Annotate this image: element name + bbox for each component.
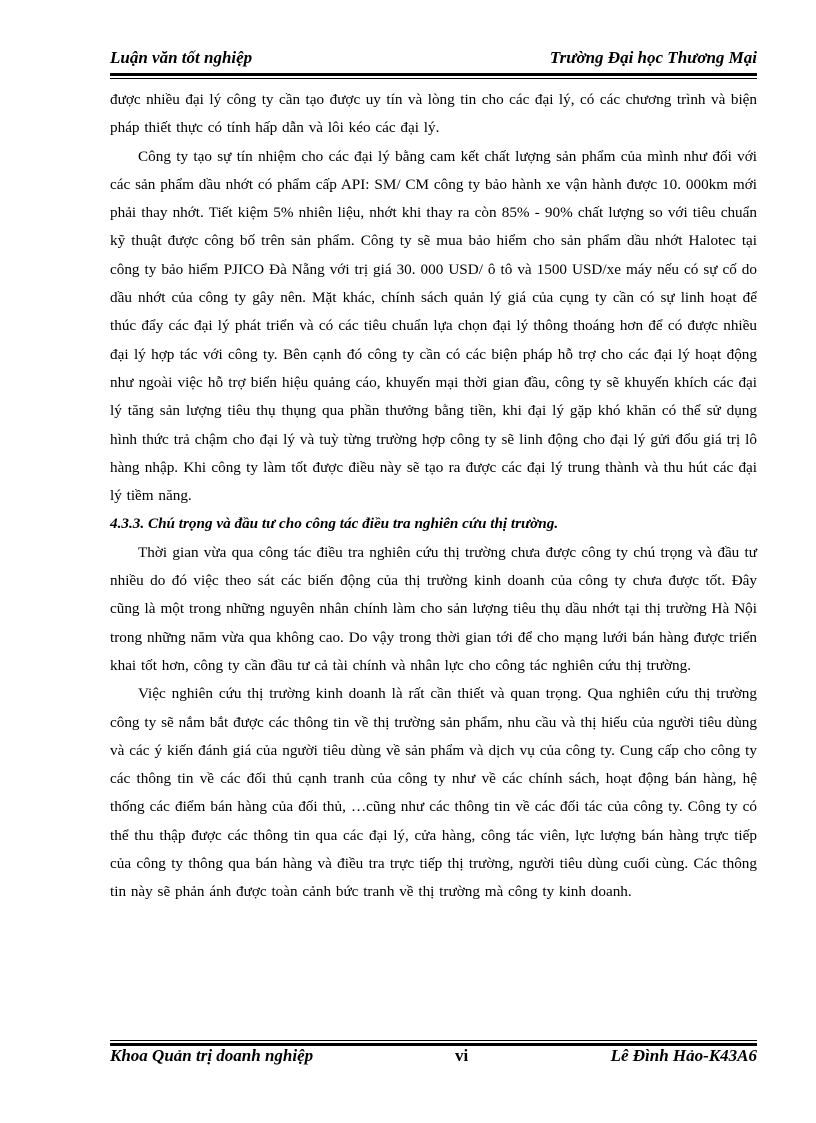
section-heading: 4.3.3. Chú trọng và đầu tư cho công tác điều tra nghiên cứu thị trường. xyxy=(110,515,559,533)
paragraph-research-importance: Việc nghiên cứu thị trường kinh doanh là rất cần thiết và quan trọng. Qua nghiên cứu thị trường công ty sẽ nắm bắt được các thông tin về thị trường sản phẩm, nhu cầu và thị hiếu của người tiêu dùng và các ý kiến đánh giá của người tiêu dùng về sản phẩm và dịch vụ của công ty. Cung cấp cho công ty các thông tin về các đối thủ cạnh tranh của công ty như về các chính sách, hoạt động bán hàng, hệ thống các điểm bán hàng của đối thủ, …cũng như các thông tin về các đối tác của công ty. Công ty có thể thu thập được các thông tin qua các đại lý, cửa hàng, công tác viên, lực lượng bán hàng trực tiếp của công ty thông qua bán hàng và điều tra trực tiếp thị trường, người tiêu dùng cuối cùng. Các thông tin này sẽ phản ánh được toàn cảnh bức tranh về thị trường mà công ty kinh doanh. xyxy=(110,685,757,901)
page-number: vi xyxy=(455,1046,469,1065)
header-divider-thick xyxy=(110,73,757,76)
footer-author: Lê Đình Hảo-K43A6 xyxy=(610,1046,757,1065)
paragraph-market-research: Thời gian vừa qua công tác điều tra nghiên cứu thị trường chưa được công ty chú trọng và đầu tư nhiều do đó việc theo sát các biến động của thị trường kinh doanh của công ty chưa được tốt. Đây cũng là một trong những nguyên nhân chính làm cho sản lượng tiêu thụ dầu nhớt tại thị trường Hà Nội trong những năm vừa qua không cao. Do vậy trong thời gian tới để cho mạng lưới bán hàng được triển khai tốt hơn, công ty cần đầu tư cả tài chính và nhân lực cho công tác nghiên cứu thị trường. xyxy=(110,543,757,674)
paragraph-agent-trust: Công ty tạo sự tín nhiệm cho các đại lý bằng cam kết chất lượng sản phẩm của mình như đối với các sản phẩm dầu nhớt có phẩm cấp API: SM/ CM công ty bảo hành xe vận hành được 10. 000km mới phải thay nhớt. Tiết kiệm 5% nhiên liệu, nhớt khi thay ra còn 85% - 90% chất lượng so với tiêu chuẩn kỹ thuật được công bố trên sản phẩm. Công ty sẽ mua bảo hiểm cho sản phẩm dầu nhớt Halotec tại công ty bảo hiểm PJICO Đà Nẵng với trị giá 30. 000 USD/ ô tô và 1500 USD/xe máy nếu có sự cố do dầu nhớt của công ty gây nên. Mặt khác, chính sách quản lý giá của cụng ty cần có sự linh hoạt để thúc đẩy các đại lý phát triển và có các tiêu chuẩn lựa chọn đại lý thông thoáng hơn để có được nhiều đại lý hợp tác với công ty. Bên cạnh đó công ty cần có các biện pháp hỗ trợ cho các đại lý hoạt động như ngoài việc hỗ trợ biển hiệu quảng cáo, khuyến mại thời gian đầu, công ty sẽ khuyến khích các đại lý tăng sản lượng tiêu thụ thụng qua phần thưởng bằng tiền, khi đại lý gặp khó khăn có thể sử dụng hình thức trả chậm cho đại lý và tuỳ từng trường hợp công ty sẽ linh động cho đại lý gửi đổu giá trị lô hàng nhập. Khi công ty làm tốt được điều này sẽ tạo ra được các đại lý trung thành và thu hút các đại lý tiềm năng. xyxy=(110,147,757,505)
header-thesis-label: Luận văn tốt nghiệp xyxy=(110,48,253,67)
footer-divider-thin xyxy=(110,1040,757,1041)
header-divider-thin xyxy=(110,78,757,79)
header-university-name: Trường Đại học Thương Mại xyxy=(549,48,757,67)
paragraph-continuation: được nhiều đại lý công ty cần tạo được uy tín và lòng tin cho các đại lý, có các chương trình và biện pháp thiết thực có tính hấp dẫn và lôi kéo các đại lý. xyxy=(110,91,757,137)
page-footer xyxy=(110,1046,757,1068)
page-body xyxy=(110,86,757,907)
page-header xyxy=(110,48,757,70)
footer-faculty: Khoa Quản trị doanh nghiệp xyxy=(110,1046,314,1065)
